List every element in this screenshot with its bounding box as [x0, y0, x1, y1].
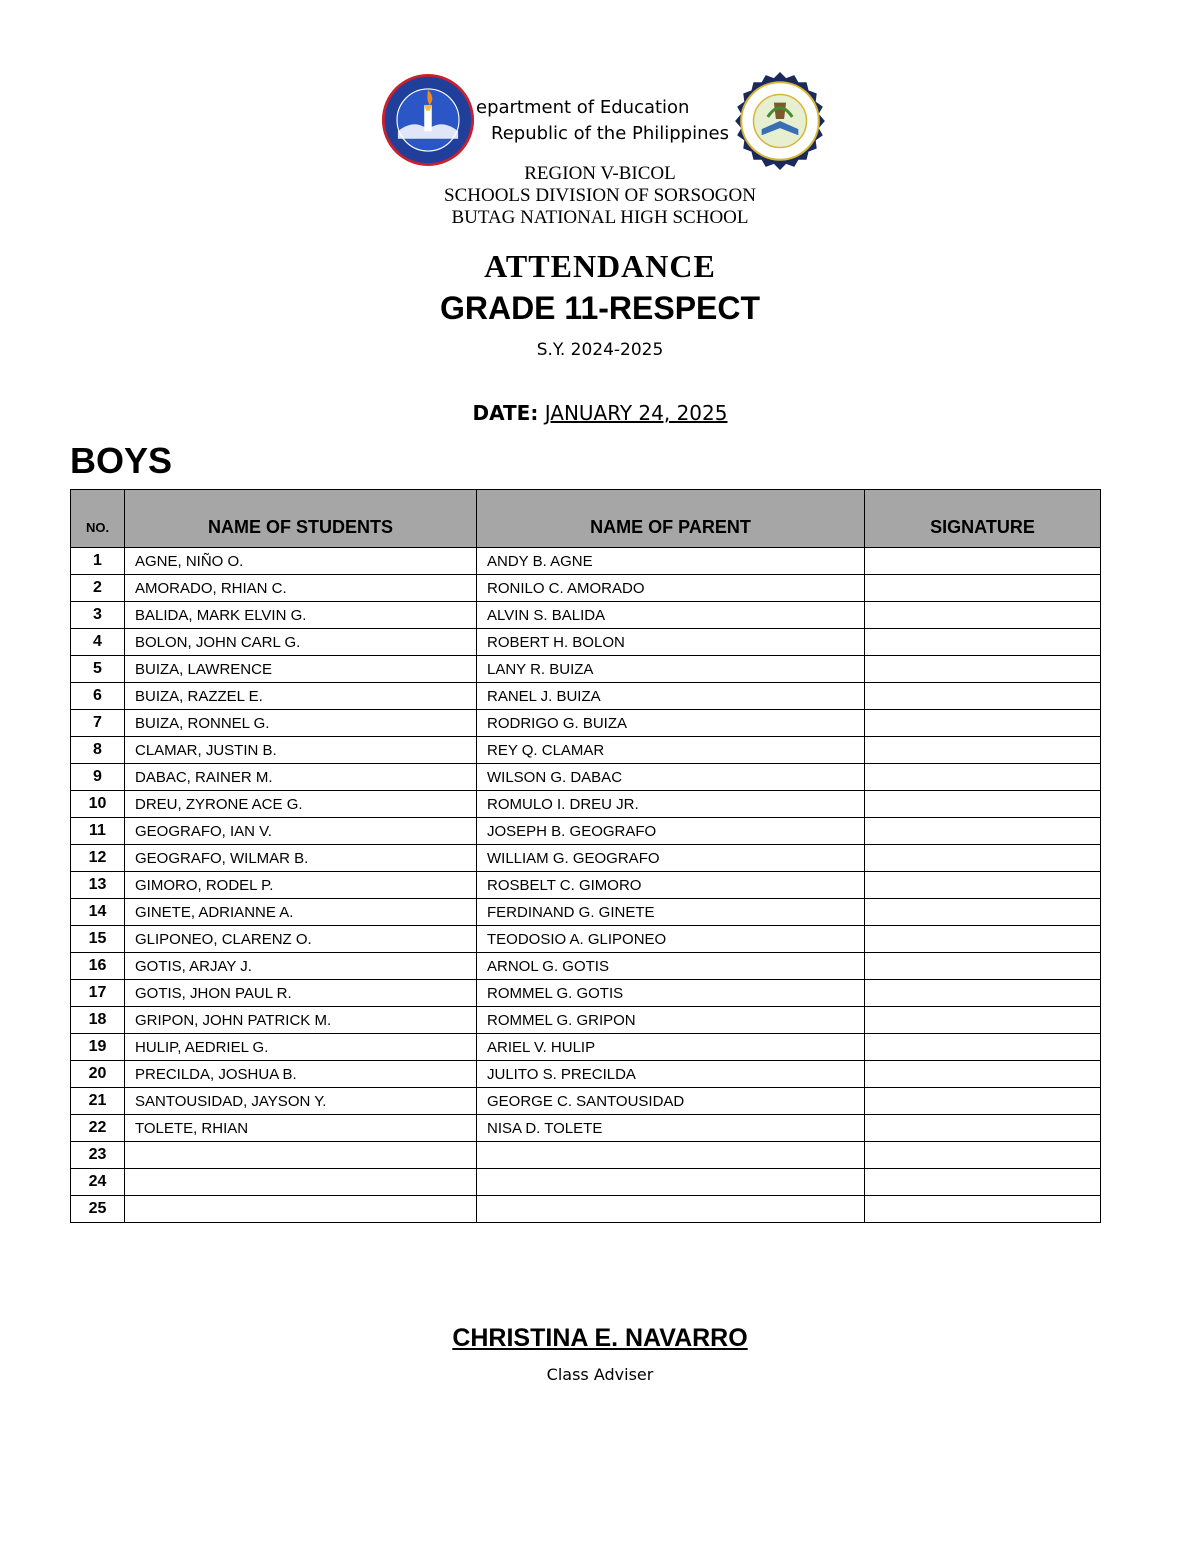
parent-name-cell: GEORGE C. SANTOUSIDAD: [477, 1088, 865, 1115]
header-no: NO.: [71, 490, 125, 548]
table-row: [71, 602, 1101, 629]
table-row: [71, 683, 1101, 710]
attendance-table: [70, 489, 1101, 1223]
signature-cell[interactable]: [865, 629, 1101, 656]
parent-name-cell: ARIEL V. HULIP: [477, 1034, 865, 1061]
student-name-cell: GIMORO, RODEL P.: [125, 872, 477, 899]
deped-seal-logo: [381, 73, 475, 167]
table-row: [71, 953, 1101, 980]
signature-cell[interactable]: [865, 737, 1101, 764]
student-name-cell: GOTIS, JHON PAUL R.: [125, 980, 477, 1007]
table-row: [71, 1115, 1101, 1142]
table-row: [71, 629, 1101, 656]
table-row: [71, 899, 1101, 926]
date-line: [0, 401, 1200, 425]
republic-line: Republic of the Philippines: [491, 123, 729, 144]
school-name-line: BUTAG NATIONAL HIGH SCHOOL: [451, 207, 749, 228]
parent-name-cell: LANY R. BUIZA: [477, 656, 865, 683]
row-number: 17: [71, 980, 125, 1007]
table-row: [71, 710, 1101, 737]
student-name-cell: SANTOUSIDAD, JAYSON Y.: [125, 1088, 477, 1115]
signature-cell[interactable]: [865, 953, 1101, 980]
school-address-block: [0, 163, 1200, 229]
parent-name-cell: JOSEPH B. GEOGRAFO: [477, 818, 865, 845]
row-number: 23: [71, 1142, 125, 1169]
signature-cell[interactable]: [865, 1169, 1101, 1196]
row-number: 14: [71, 899, 125, 926]
table-row: [71, 737, 1101, 764]
signature-cell[interactable]: [865, 1142, 1101, 1169]
signature-cell[interactable]: [865, 683, 1101, 710]
signature-cell[interactable]: [865, 1115, 1101, 1142]
student-name-cell: GEOGRAFO, WILMAR B.: [125, 845, 477, 872]
student-name-cell: DABAC, RAINER M.: [125, 764, 477, 791]
school-seal-logo: [729, 70, 831, 172]
signature-cell[interactable]: [865, 1034, 1101, 1061]
parent-name-cell: WILSON G. DABAC: [477, 764, 865, 791]
date-value: JANUARY 24, 2025: [544, 401, 728, 425]
header-signature: SIGNATURE: [865, 490, 1101, 548]
table-row: [71, 656, 1101, 683]
row-number: 10: [71, 791, 125, 818]
row-number: 5: [71, 656, 125, 683]
student-name-cell: GEOGRAFO, IAN V.: [125, 818, 477, 845]
attendance-table-body: [71, 548, 1101, 1223]
parent-name-cell: REY Q. CLAMAR: [477, 737, 865, 764]
signature-cell[interactable]: [865, 818, 1101, 845]
signature-cell[interactable]: [865, 791, 1101, 818]
student-name-cell: [125, 1169, 477, 1196]
table-row: [71, 872, 1101, 899]
row-number: 3: [71, 602, 125, 629]
adviser-name: CHRISTINA E. NAVARRO: [452, 1324, 748, 1352]
header-parent-name: NAME OF PARENT: [477, 490, 865, 548]
table-row: [71, 1061, 1101, 1088]
student-name-cell: GOTIS, ARJAY J.: [125, 953, 477, 980]
parent-name-cell: WILLIAM G. GEOGRAFO: [477, 845, 865, 872]
school-year: S.Y. 2024-2025: [536, 340, 664, 360]
student-name-cell: AGNE, NIÑO O.: [125, 548, 477, 575]
parent-name-cell: ROMMEL G. GOTIS: [477, 980, 865, 1007]
table-row: [71, 1196, 1101, 1223]
student-name-cell: [125, 1142, 477, 1169]
parent-name-cell: ROSBELT C. GIMORO: [477, 872, 865, 899]
parent-name-cell: ROBERT H. BOLON: [477, 629, 865, 656]
row-number: 9: [71, 764, 125, 791]
student-name-cell: GLIPONEO, CLARENZ O.: [125, 926, 477, 953]
parent-name-cell: [477, 1142, 865, 1169]
deped-name-line: epartment of Education: [476, 97, 690, 118]
student-name-cell: BUIZA, RAZZEL E.: [125, 683, 477, 710]
student-name-cell: BUIZA, LAWRENCE: [125, 656, 477, 683]
row-number: 18: [71, 1007, 125, 1034]
signature-cell[interactable]: [865, 1061, 1101, 1088]
parent-name-cell: ROMMEL G. GRIPON: [477, 1007, 865, 1034]
row-number: 19: [71, 1034, 125, 1061]
table-row: [71, 845, 1101, 872]
date-label: DATE:: [472, 401, 539, 425]
table-row: [71, 818, 1101, 845]
table-row: [71, 1088, 1101, 1115]
row-number: 4: [71, 629, 125, 656]
row-number: 6: [71, 683, 125, 710]
table-row: [71, 548, 1101, 575]
parent-name-cell: TEODOSIO A. GLIPONEO: [477, 926, 865, 953]
signature-cell[interactable]: [865, 602, 1101, 629]
table-row: [71, 1007, 1101, 1034]
row-number: 7: [71, 710, 125, 737]
adviser-name-block: [0, 1324, 1200, 1353]
signature-cell[interactable]: [865, 656, 1101, 683]
parent-name-cell: NISA D. TOLETE: [477, 1115, 865, 1142]
student-name-cell: AMORADO, RHIAN C.: [125, 575, 477, 602]
student-name-cell: GINETE, ADRIANNE A.: [125, 899, 477, 926]
student-name-cell: HULIP, AEDRIEL G.: [125, 1034, 477, 1061]
row-number: 8: [71, 737, 125, 764]
row-number: 13: [71, 872, 125, 899]
row-number: 2: [71, 575, 125, 602]
signature-cell[interactable]: [865, 845, 1101, 872]
row-number: 21: [71, 1088, 125, 1115]
group-heading: BOYS: [70, 440, 173, 481]
student-name-cell: BUIZA, RONNEL G.: [125, 710, 477, 737]
signature-cell[interactable]: [865, 1196, 1101, 1223]
signature-cell[interactable]: [865, 1007, 1101, 1034]
table-row: [71, 1169, 1101, 1196]
row-number: 16: [71, 953, 125, 980]
table-row: [71, 1034, 1101, 1061]
parent-name-cell: JULITO S. PRECILDA: [477, 1061, 865, 1088]
row-number: 1: [71, 548, 125, 575]
row-number: 24: [71, 1169, 125, 1196]
parent-name-cell: ROMULO I. DREU JR.: [477, 791, 865, 818]
student-name-cell: [125, 1196, 477, 1223]
parent-name-cell: ARNOL G. GOTIS: [477, 953, 865, 980]
table-row: [71, 575, 1101, 602]
row-number: 25: [71, 1196, 125, 1223]
parent-name-cell: RODRIGO G. BUIZA: [477, 710, 865, 737]
parent-name-cell: RANEL J. BUIZA: [477, 683, 865, 710]
student-name-cell: TOLETE, RHIAN: [125, 1115, 477, 1142]
table-row: [71, 980, 1101, 1007]
header-student-name: NAME OF STUDENTS: [125, 490, 477, 548]
signature-cell[interactable]: [865, 764, 1101, 791]
parent-name-cell: ANDY B. AGNE: [477, 548, 865, 575]
row-number: 11: [71, 818, 125, 845]
signature-cell[interactable]: [865, 926, 1101, 953]
signature-cell[interactable]: [865, 1088, 1101, 1115]
student-name-cell: GRIPON, JOHN PATRICK M.: [125, 1007, 477, 1034]
row-number: 12: [71, 845, 125, 872]
row-number: 15: [71, 926, 125, 953]
parent-name-cell: RONILO C. AMORADO: [477, 575, 865, 602]
parent-name-cell: FERDINAND G. GINETE: [477, 899, 865, 926]
parent-name-cell: ALVIN S. BALIDA: [477, 602, 865, 629]
signature-cell[interactable]: [865, 899, 1101, 926]
signature-cell[interactable]: [865, 548, 1101, 575]
parent-name-cell: [477, 1169, 865, 1196]
row-number: 20: [71, 1061, 125, 1088]
document-title: ATTENDANCE: [484, 248, 716, 284]
signature-cell[interactable]: [865, 872, 1101, 899]
student-name-cell: PRECILDA, JOSHUA B.: [125, 1061, 477, 1088]
table-row: [71, 791, 1101, 818]
adviser-role: Class Adviser: [546, 1365, 654, 1384]
grade-section-title: GRADE 11-RESPECT: [439, 290, 761, 326]
table-row: [71, 1142, 1101, 1169]
region-line: REGION V-BICOL: [524, 163, 676, 184]
student-name-cell: BOLON, JOHN CARL G.: [125, 629, 477, 656]
row-number: 22: [71, 1115, 125, 1142]
division-line: SCHOOLS DIVISION OF SORSOGON: [444, 185, 756, 206]
signature-cell[interactable]: [865, 980, 1101, 1007]
student-name-cell: CLAMAR, JUSTIN B.: [125, 737, 477, 764]
student-name-cell: BALIDA, MARK ELVIN G.: [125, 602, 477, 629]
signature-cell[interactable]: [865, 575, 1101, 602]
parent-name-cell: [477, 1196, 865, 1223]
table-header-row: [71, 490, 1101, 548]
signature-cell[interactable]: [865, 710, 1101, 737]
table-row: [71, 926, 1101, 953]
table-row: [71, 764, 1101, 791]
student-name-cell: DREU, ZYRONE ACE G.: [125, 791, 477, 818]
